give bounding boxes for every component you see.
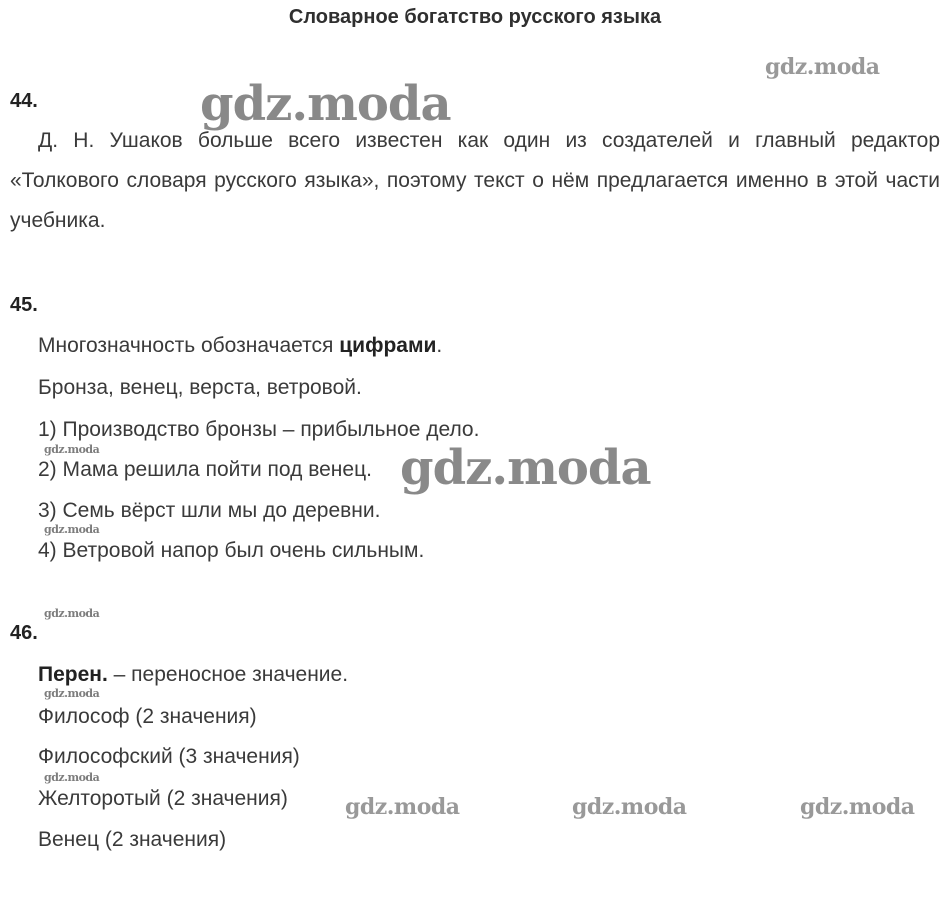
exercise-46-item: Венец (2 значения) xyxy=(38,828,227,851)
exercise-45-sentence-2: 2) Мама решила пойти под венец. xyxy=(38,458,372,481)
exercise-45-number: 45. xyxy=(10,294,38,316)
exercise-45-words: Бронза, венец, верста, ветровой. xyxy=(38,376,362,399)
watermark: gdz.moda xyxy=(400,440,651,496)
exercise-45-sentence-4: 4) Ветровой напор был очень сильным. xyxy=(38,539,425,562)
exercise-46-number: 46. xyxy=(10,622,38,644)
exercise-46-line-1 xyxy=(38,663,348,687)
line-text: – переносное значение. xyxy=(107,663,349,686)
exercise-46-item: Философский (3 значения) xyxy=(38,745,300,768)
watermark: gdz.moda xyxy=(44,523,100,536)
page-title: Словарное богатство русского языка xyxy=(288,6,662,28)
exercise-44-number: 44. xyxy=(10,90,38,112)
watermark: gdz.moda xyxy=(44,687,100,700)
watermark: gdz.moda xyxy=(345,794,460,820)
exercise-44-text: Д. Н. Ушаков больше всего известен как один из создателей и главный редактор «Толкового словаря русского языка», поэтому текст о нём предлагается именно в этой части учебника. xyxy=(10,129,940,232)
watermark: gdz.moda xyxy=(200,76,451,132)
watermark: gdz.moda xyxy=(572,794,687,820)
watermark: gdz.moda xyxy=(800,794,915,820)
exercise-46-item: Философ (2 значения) xyxy=(38,705,257,728)
exercise-45-sentence-1: 1) Производство бронзы – прибыльное дело. xyxy=(38,418,480,441)
bold-term: Перен. xyxy=(38,663,108,686)
watermark: gdz.moda xyxy=(44,771,100,784)
watermark: gdz.moda xyxy=(44,443,100,456)
exercise-45-sentence-3: 3) Семь вёрст шли мы до деревни. xyxy=(38,499,381,522)
watermark: gdz.moda xyxy=(765,54,880,80)
line-text: Многозначность обозначается xyxy=(38,334,340,357)
watermark: gdz.moda xyxy=(44,607,100,620)
bold-term: цифрами xyxy=(339,334,437,357)
line-text: . xyxy=(436,334,443,357)
exercise-45-line-1 xyxy=(38,334,442,358)
exercise-46-item: Желторотый (2 значения) xyxy=(38,787,288,810)
